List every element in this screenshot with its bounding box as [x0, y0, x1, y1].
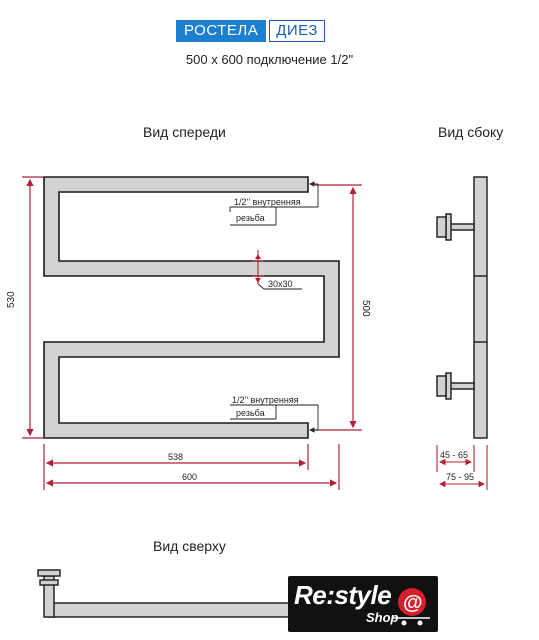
top-view-title: Вид сверху [153, 538, 226, 554]
dimension-75-95-label: 75 - 95 [446, 472, 475, 482]
restyle-shop-logo [288, 576, 438, 632]
dimension-530-label: 530 [6, 291, 17, 308]
side-view-frame [437, 177, 487, 438]
brand-name: РОСТЕЛА [176, 20, 266, 42]
subtitle: 500 х 600 подключение 1/2" [185, 52, 354, 67]
thread-label-top-line2: резьба [236, 213, 265, 223]
dimension-600-label: 600 [182, 472, 198, 482]
model-name: ДИЕЗ [269, 20, 325, 42]
thread-label-top-line1: 1/2’’ внутренняя [234, 197, 301, 207]
logo-subtext: Shop [366, 610, 399, 625]
thread-label-bottom-line2: резьба [236, 408, 265, 418]
side-view-title: Вид сбоку [438, 124, 504, 140]
tube-size-label: 30х30 [268, 279, 293, 289]
thread-label-bottom-line1: 1/2’’ внутренняя [232, 395, 299, 405]
logo-at-symbol: @ [403, 592, 423, 614]
top-view-frame [38, 570, 290, 617]
dimension-600 [44, 444, 339, 490]
dimension-530 [22, 177, 44, 438]
dimension-500-label: 500 [360, 300, 371, 317]
dimension-538-label: 538 [168, 452, 184, 462]
front-view-title: Вид спереди [143, 124, 226, 140]
dimension-45-65-label: 45 - 65 [440, 450, 469, 460]
logo-text: Re:style [294, 580, 392, 610]
cart-at-icon [288, 576, 438, 632]
